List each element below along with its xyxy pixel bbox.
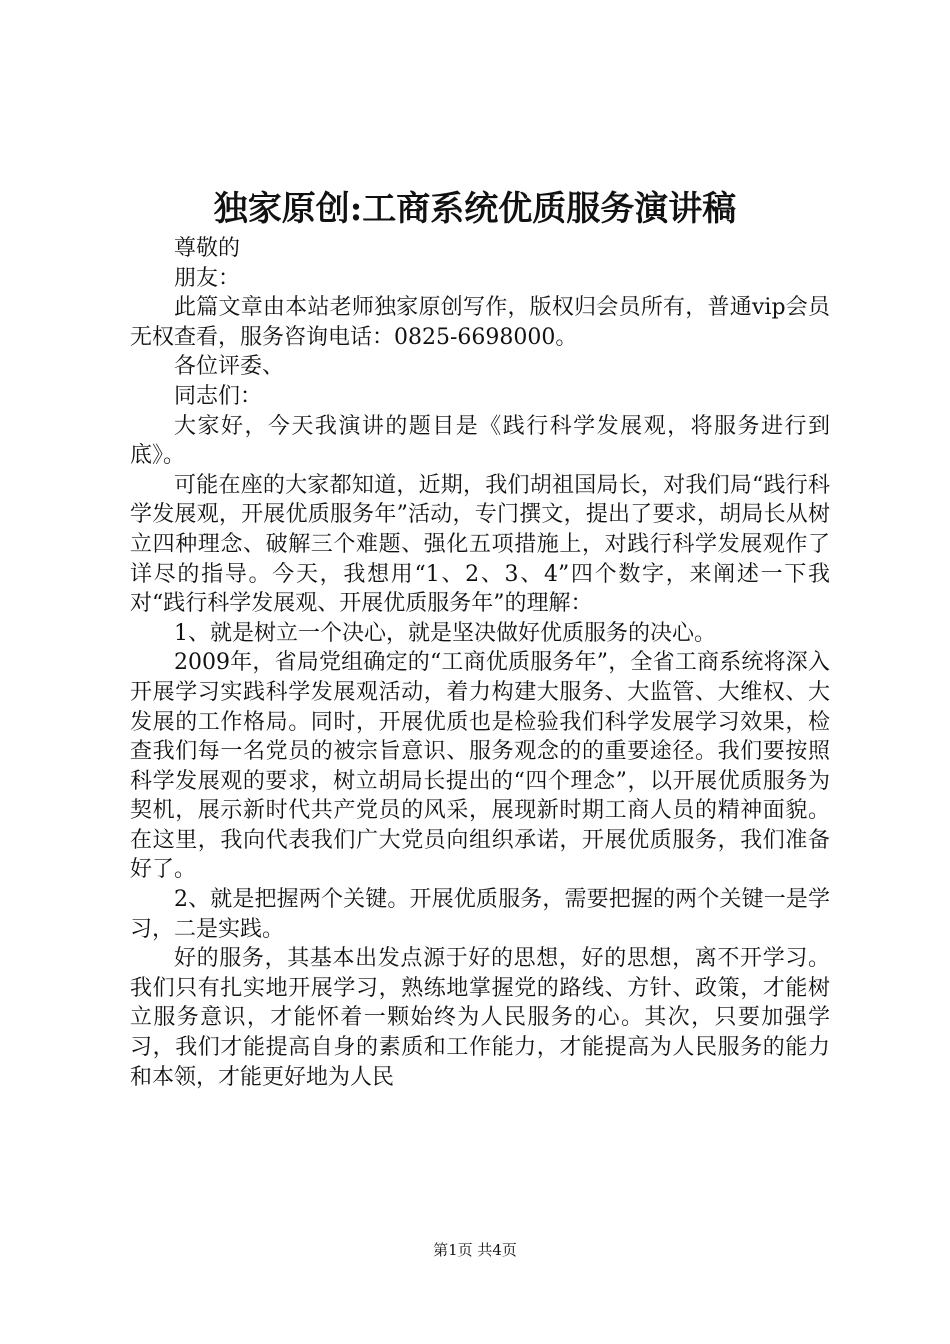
paragraph-point-2-detail: 好的服务，其基本出发点源于好的思想，好的思想，离不开学习。我们只有扎实地开展学习，熟练地掌握党的路线、方针、政策，才能树立服务意识，才能怀着一颗始终为人民服务的心。其次，只要加强学习，我们才能提高自身的素质和工作能力，才能提高为人民服务的能力和本领，才能更好地为人民 (130, 946, 830, 1090)
paragraph-address-comrades: 同志们： (174, 383, 263, 409)
paragraph-point-1: 1、就是树立一个决心，就是坚决做好优质服务的决心。 (174, 620, 716, 646)
page-number-footer: 第1页 共4页 (433, 1241, 517, 1259)
paragraph-point-1-detail: 2009年，省局党组确定的“工商优质服务年”，全省工商系统将深入开展学习实践科学发展观活动，着力构建大服务、大监管、大维权、大发展的工作格局。同时，开展优质也是检验我们科学发展学习效果，检查我们每一名党员的被宗旨意识、服务观念的的重要途径。我们要按照科学发展观的要求，树立胡局长提出的“四个理念”，以开展优质服务为契机，展示新时代共产党员的风采，展现新时期工商人员的精神面貌。在这里，我向代表我们广大党员向组织承诺，开展优质服务，我们准备好了。 (130, 650, 831, 883)
document-title: 独家原创:工商系统优质服务演讲稿 (213, 189, 737, 229)
paragraph-address-judges: 各位评委、 (174, 354, 285, 380)
paragraph-salutation-1: 尊敬的 (174, 236, 241, 261)
paragraph-background: 可能在座的大家都知道，近期，我们胡祖国局长，对我们局“践行科学发展观，开展优质服务年”活动，专门撰文，提出了要求，胡局长从树立四种理念、破解三个难题、强化五项措施上，对践行科学发展观作了详尽的指导。今天，我想用“1、2、3、4”四个数字，来阐述一下我对“践行科学发展观、开展优质服务年”的理解： (130, 472, 830, 617)
paragraph-intro: 大家好，今天我演讲的题目是《践行科学发展观，将服务进行到底》。 (130, 413, 830, 469)
document-body (130, 234, 830, 1092)
paragraph-point-2: 2、就是把握两个关键。开展优质服务，需要把握的两个关键一是学习，二是实践。 (130, 887, 830, 942)
paragraph-salutation-2: 朋友： (174, 265, 241, 291)
paragraph-copyright-notice: 此篇文章由本站老师独家原创写作，版权归会员所有，普通vip会员无权查看，服务咨询电话：0825-6698000。 (130, 295, 830, 350)
